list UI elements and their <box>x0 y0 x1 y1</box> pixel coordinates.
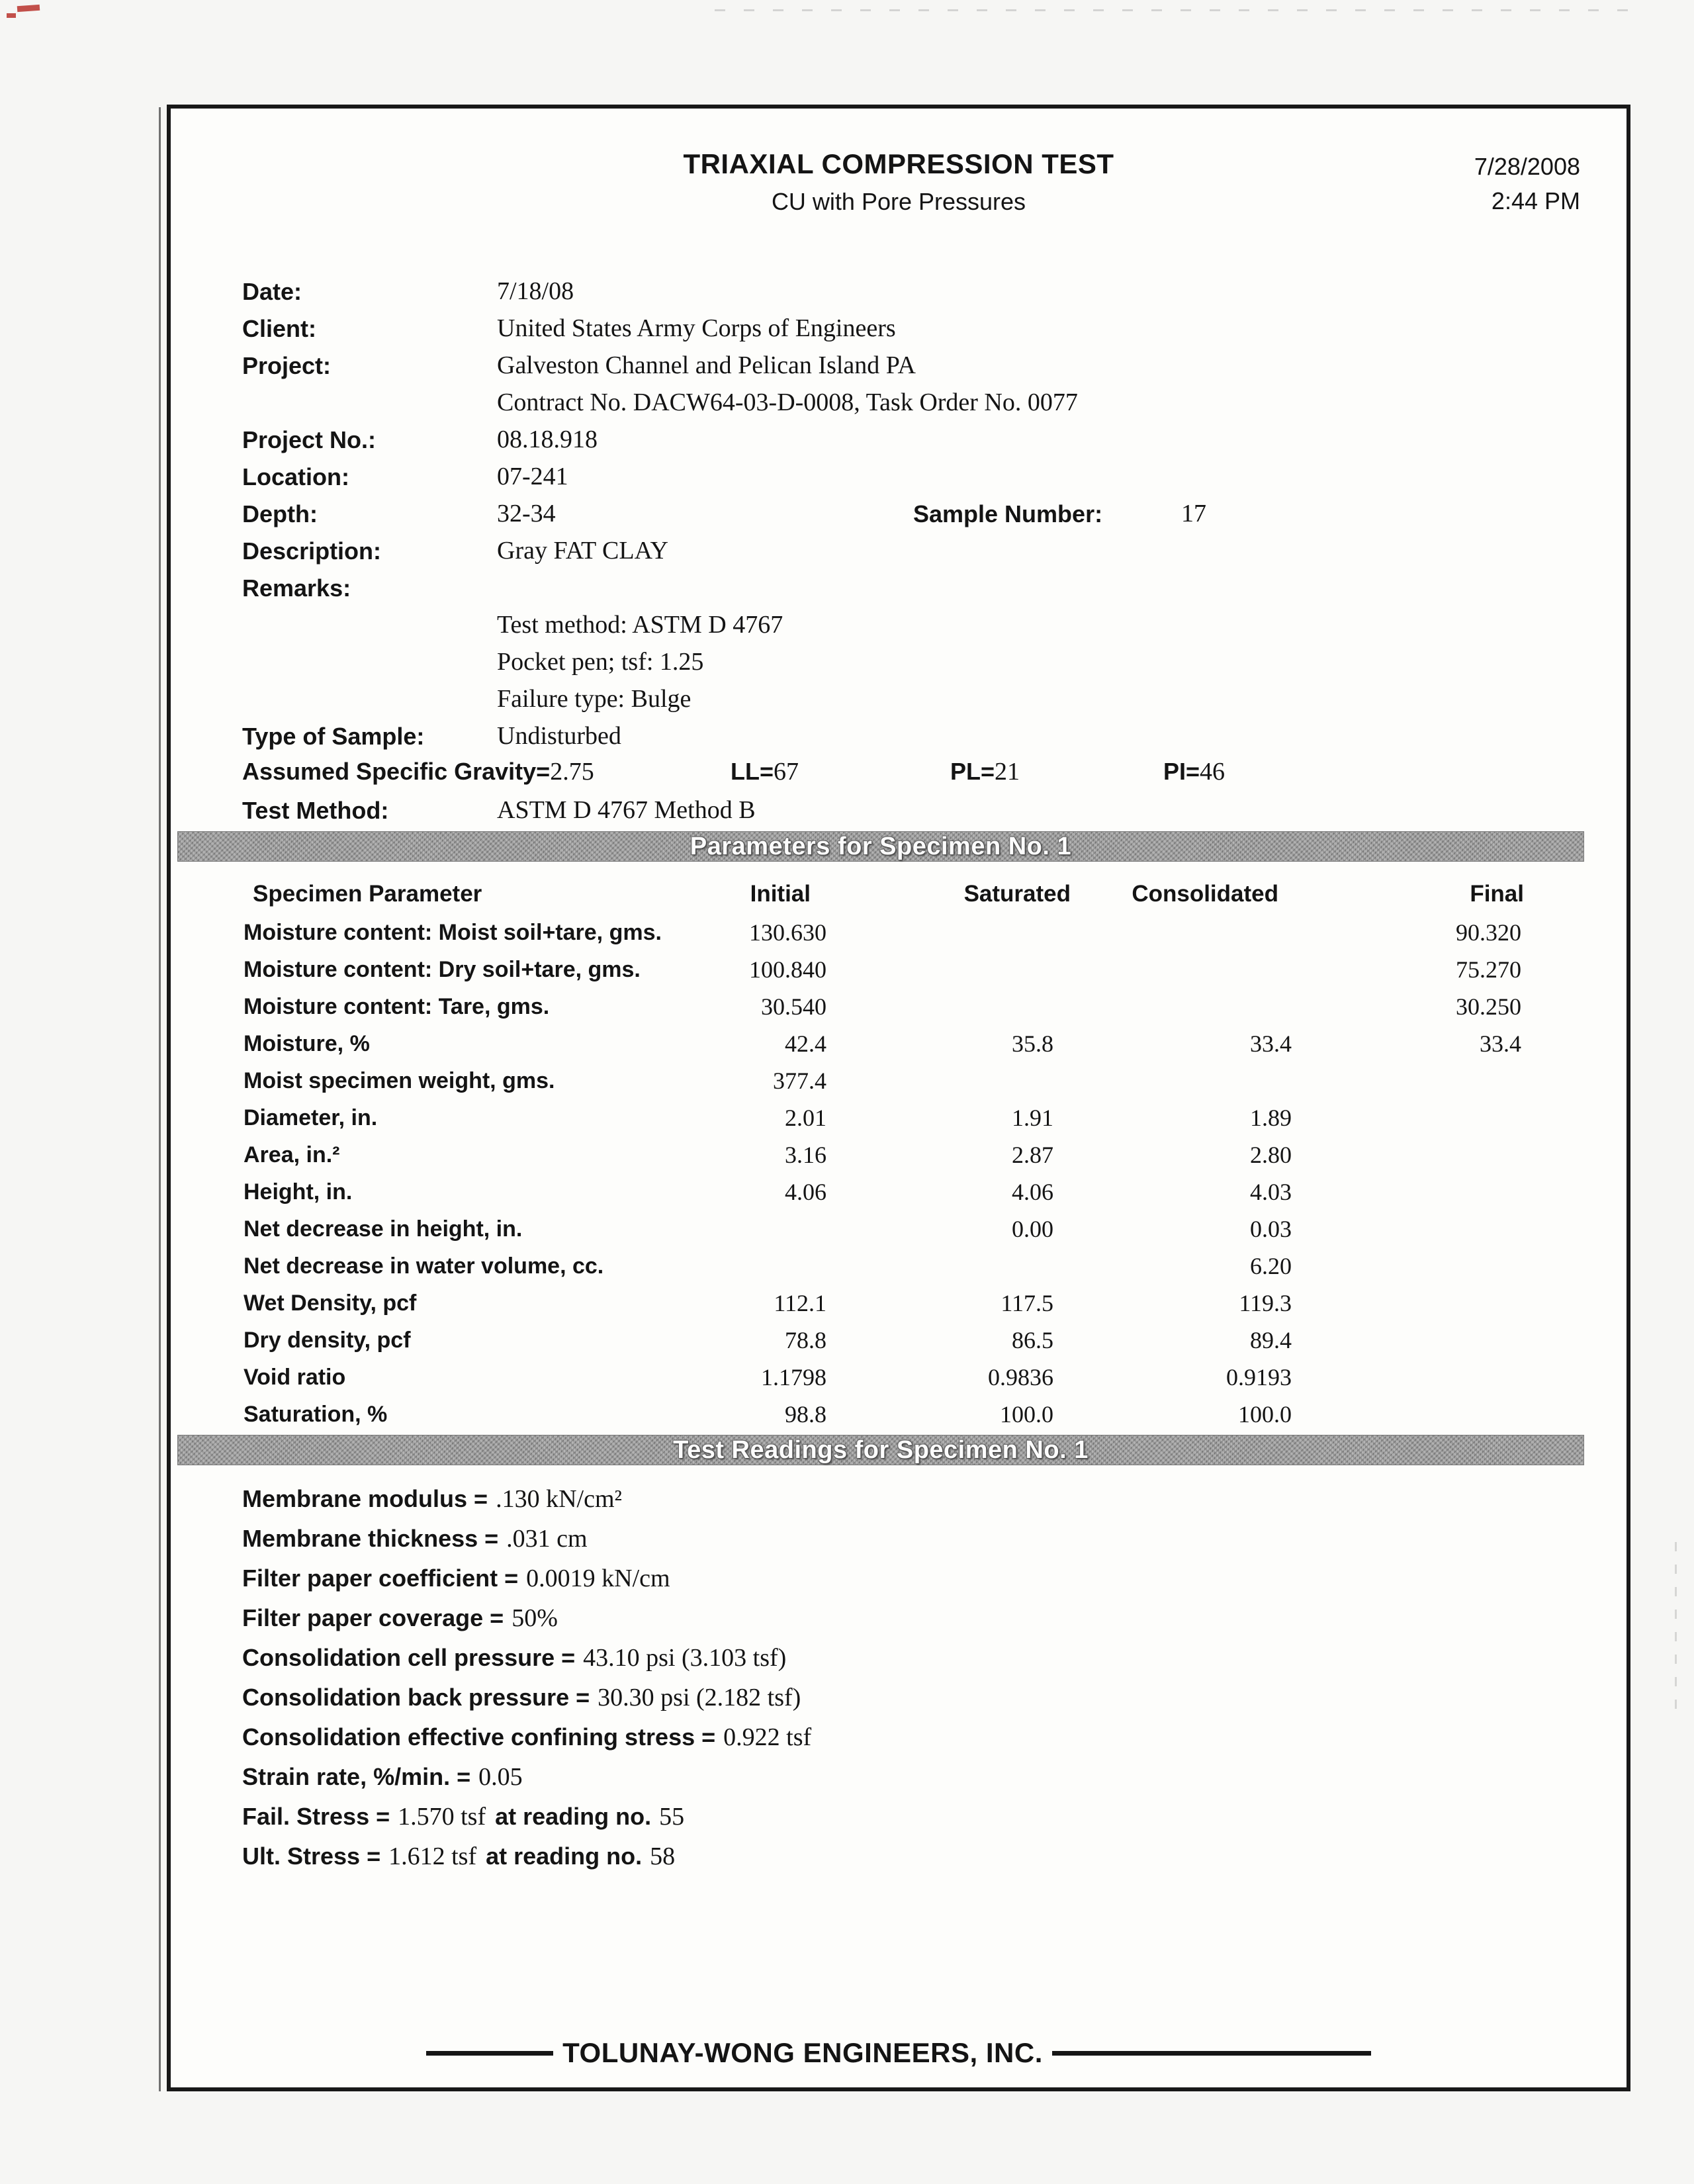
value-saturated: 117.5 <box>1001 1290 1053 1316</box>
value-consolidated: 1.89 <box>1250 1105 1292 1131</box>
column-header-parameter: Specimen Parameter <box>253 881 482 907</box>
reading-label: Strain rate, %/min. = <box>242 1763 471 1790</box>
info-label: Depth: <box>242 500 318 527</box>
value-saturated: 1.91 <box>1012 1105 1053 1131</box>
value-consolidated: 33.4 <box>1250 1030 1292 1057</box>
report-frame <box>167 105 1630 2091</box>
reading-label: at reading no. <box>495 1803 652 1830</box>
reading-value: 1.570 tsf <box>398 1803 486 1831</box>
value-final <box>1292 1174 1521 1211</box>
value-saturated: 4.06 <box>1012 1179 1053 1205</box>
parameter-name: Diameter, in. <box>244 1105 378 1130</box>
value-final: 33.4 <box>1480 1030 1521 1057</box>
reading-label: Ult. Stress = <box>242 1843 381 1870</box>
value-consolidated: 100.0 <box>1238 1401 1292 1428</box>
info-label: LL= <box>731 758 774 785</box>
reading-value: 43.10 psi (3.103 tsf) <box>583 1644 787 1672</box>
info-label: Type of Sample: <box>242 723 425 750</box>
value-consolidated: 0.9193 <box>1226 1364 1292 1390</box>
info-value: 17 <box>1181 500 1206 527</box>
value-final <box>1292 1396 1521 1433</box>
value-final <box>1292 1359 1521 1396</box>
value-saturated <box>826 989 1053 1026</box>
info-value: Contract No. DACW64-03-D-0008, Task Order No. 0077 <box>497 388 1078 416</box>
value-initial: 2.01 <box>785 1105 826 1131</box>
info-label: Client: <box>242 315 316 342</box>
reading-label: Membrane thickness = <box>242 1525 499 1552</box>
value-final: 90.320 <box>1456 919 1521 946</box>
info-value: 46 <box>1200 758 1226 786</box>
value-initial: 42.4 <box>785 1030 826 1057</box>
value-saturated: 35.8 <box>1012 1030 1053 1057</box>
parameter-name: Moisture, % <box>244 1031 370 1056</box>
info-row <box>242 646 1600 683</box>
sample-info-section <box>242 275 1600 831</box>
scan-artifact-dash <box>1675 1542 1677 1714</box>
reading-value: .031 cm <box>506 1525 588 1553</box>
reading-line <box>242 1678 1587 1718</box>
info-row <box>242 794 1600 831</box>
info-row <box>242 609 1600 646</box>
footer-rule-left <box>426 2051 553 2056</box>
scan-artifact-red <box>17 5 40 12</box>
reading-label: Fail. Stress = <box>242 1803 390 1830</box>
info-row <box>242 535 1600 572</box>
info-row <box>242 720 1600 757</box>
reading-label: Consolidation cell pressure = <box>242 1644 576 1671</box>
info-label: Assumed Specific Gravity= <box>242 758 551 785</box>
value-consolidated: 4.03 <box>1250 1179 1292 1205</box>
info-value: Test method: ASTM D 4767 <box>497 611 783 639</box>
reading-line <box>242 1797 1587 1837</box>
info-value: 21 <box>995 758 1020 786</box>
parameters-section-title: Parameters for Specimen No. 1 <box>690 832 1072 860</box>
reading-line <box>242 1758 1587 1797</box>
scan-artifact-dots <box>715 9 1628 11</box>
value-saturated: 86.5 <box>1012 1327 1053 1353</box>
value-saturated: 0.9836 <box>988 1364 1053 1390</box>
reading-label: Filter paper coverage = <box>242 1604 504 1631</box>
info-value: 07-241 <box>497 463 568 490</box>
value-consolidated: 2.80 <box>1250 1142 1292 1168</box>
atterberg-item <box>1163 757 1225 786</box>
reading-label: at reading no. <box>486 1843 643 1870</box>
parameter-name: Moisture content: Dry soil+tare, gms. <box>244 957 641 982</box>
parameter-name: Moisture content: Tare, gms. <box>244 994 550 1019</box>
value-saturated: 100.0 <box>1000 1401 1053 1428</box>
value-saturated <box>826 1063 1053 1100</box>
value-consolidated <box>1053 952 1292 989</box>
value-final <box>1292 1137 1521 1174</box>
footer-rule-right <box>1052 2051 1371 2056</box>
reading-line <box>242 1639 1587 1678</box>
reading-line <box>242 1520 1587 1559</box>
value-consolidated: 0.03 <box>1250 1216 1292 1242</box>
info-value: Undisturbed <box>497 722 621 750</box>
info-label: Test Method: <box>242 797 389 824</box>
parameter-name: Wet Density, pcf <box>244 1291 417 1316</box>
parameter-name: Moist specimen weight, gms. <box>244 1068 555 1093</box>
info-value: 67 <box>774 758 799 786</box>
reading-value: .130 kN/cm² <box>496 1485 622 1513</box>
info-value: United States Army Corps of Engineers <box>497 314 896 342</box>
scan-artifact-red <box>7 13 16 18</box>
parameter-name: Height, in. <box>244 1179 353 1205</box>
value-consolidated: 89.4 <box>1250 1327 1292 1353</box>
info-value: 08.18.918 <box>497 426 598 453</box>
reading-line <box>242 1559 1587 1599</box>
value-initial: 30.540 <box>761 993 826 1020</box>
value-saturated: 2.87 <box>1012 1142 1053 1168</box>
value-consolidated: 119.3 <box>1239 1290 1292 1316</box>
report-subtitle: CU with Pore Pressures <box>771 188 1026 215</box>
reading-label: Consolidation back pressure = <box>242 1684 590 1711</box>
column-header-initial: Initial <box>750 881 811 907</box>
readings-section <box>242 1480 1587 1877</box>
info-label: Project: <box>242 352 332 379</box>
info-row <box>242 498 1600 535</box>
value-final <box>1292 1211 1521 1248</box>
info-row <box>242 461 1600 498</box>
info-row <box>242 572 1600 609</box>
reading-value: 0.0019 kN/cm <box>526 1565 670 1592</box>
report-title: TRIAXIAL COMPRESSION TEST <box>683 148 1114 179</box>
print-datetime <box>1474 150 1580 218</box>
value-initial: 4.06 <box>785 1179 826 1205</box>
info-label: Sample Number: <box>913 500 1103 527</box>
reading-line <box>242 1837 1587 1877</box>
info-label: Date: <box>242 278 302 305</box>
parameter-name: Area, in.² <box>244 1142 340 1167</box>
info-row <box>242 387 1600 424</box>
info-value: 7/18/08 <box>497 277 574 305</box>
info-value: 32-34 <box>497 500 556 527</box>
info-row <box>242 757 1600 794</box>
reading-value: 1.612 tsf <box>388 1843 477 1870</box>
value-initial: 130.630 <box>749 919 826 946</box>
info-label: PI= <box>1163 758 1200 785</box>
parameters-section-bar <box>177 831 1584 862</box>
value-initial: 1.1798 <box>761 1364 826 1390</box>
print-time: 2:44 PM <box>1491 187 1580 214</box>
value-initial: 3.16 <box>785 1142 826 1168</box>
parameter-name: Net decrease in water volume, cc. <box>244 1253 604 1279</box>
info-row <box>242 349 1600 387</box>
report-footer <box>171 2037 1627 2069</box>
value-saturated <box>826 1248 1053 1285</box>
reading-value: 0.05 <box>478 1763 523 1791</box>
column-header-consolidated: Consolidated <box>1132 881 1278 907</box>
parameter-name: Dry density, pcf <box>244 1328 411 1353</box>
info-value: Pocket pen; tsf: 1.25 <box>497 648 704 676</box>
info-row <box>242 683 1600 720</box>
info-row <box>242 424 1600 461</box>
report-header <box>171 148 1627 216</box>
column-header-saturated: Saturated <box>963 881 1071 907</box>
value-final <box>1292 1322 1521 1359</box>
reading-value: 30.30 psi (2.182 tsf) <box>598 1684 801 1711</box>
value-consolidated: 6.20 <box>1250 1253 1292 1279</box>
value-initial: 112.1 <box>774 1290 826 1316</box>
value-consolidated <box>1053 1063 1292 1100</box>
atterberg-item <box>242 757 594 786</box>
info-value: ASTM D 4767 Method B <box>497 796 756 824</box>
value-final <box>1292 1100 1521 1137</box>
value-saturated: 0.00 <box>1012 1216 1053 1242</box>
value-initial: 78.8 <box>785 1327 826 1353</box>
value-consolidated <box>1053 989 1292 1026</box>
info-row <box>242 275 1600 312</box>
reading-label: Membrane modulus = <box>242 1485 488 1512</box>
info-row <box>242 312 1600 349</box>
info-label: Project No.: <box>242 426 377 453</box>
value-final: 30.250 <box>1456 993 1521 1020</box>
parameters-table <box>242 876 1524 1433</box>
reading-value: 50% <box>512 1604 558 1632</box>
atterberg-item <box>731 757 799 786</box>
info-label: PL= <box>950 758 995 785</box>
reading-value: 55 <box>659 1803 685 1831</box>
info-value: Gray FAT CLAY <box>497 537 668 565</box>
value-initial: 377.4 <box>773 1068 826 1094</box>
reading-value: 58 <box>650 1843 676 1870</box>
value-initial <box>719 1211 826 1248</box>
readings-section-bar <box>177 1435 1584 1465</box>
info-label: Description: <box>242 537 382 565</box>
value-final <box>1292 1248 1521 1285</box>
value-final: 75.270 <box>1456 956 1521 983</box>
info-label: Location: <box>242 463 349 490</box>
info-value: Galveston Channel and Pelican Island PA <box>497 351 916 379</box>
reading-label: Filter paper coefficient = <box>242 1565 519 1592</box>
info-value: 2.75 <box>550 758 594 786</box>
parameter-name: Net decrease in height, in. <box>244 1216 523 1242</box>
value-initial <box>719 1248 826 1285</box>
parameter-name: Saturation, % <box>244 1402 388 1427</box>
reading-label: Consolidation effective confining stress = <box>242 1723 716 1751</box>
value-consolidated <box>1053 915 1292 952</box>
atterberg-item <box>950 757 1020 786</box>
value-final <box>1292 1285 1521 1322</box>
reading-line <box>242 1599 1587 1639</box>
company-name: TOLUNAY-WONG ENGINEERS, INC. <box>562 2037 1043 2068</box>
value-saturated <box>826 915 1053 952</box>
info-value: Failure type: Bulge <box>497 685 691 713</box>
parameter-name: Void ratio <box>244 1365 346 1390</box>
reading-value: 0.922 tsf <box>723 1723 812 1751</box>
value-initial: 98.8 <box>785 1401 826 1428</box>
column-header-final: Final <box>1470 881 1524 907</box>
reading-line <box>242 1480 1587 1520</box>
value-saturated <box>826 952 1053 989</box>
reading-line <box>242 1718 1587 1758</box>
print-date: 7/28/2008 <box>1474 153 1580 180</box>
readings-section-title: Test Readings for Specimen No. 1 <box>673 1435 1089 1464</box>
value-final <box>1292 1063 1521 1100</box>
parameter-name: Moisture content: Moist soil+tare, gms. <box>244 920 662 945</box>
value-initial: 100.840 <box>749 956 826 983</box>
info-label: Remarks: <box>242 574 351 602</box>
